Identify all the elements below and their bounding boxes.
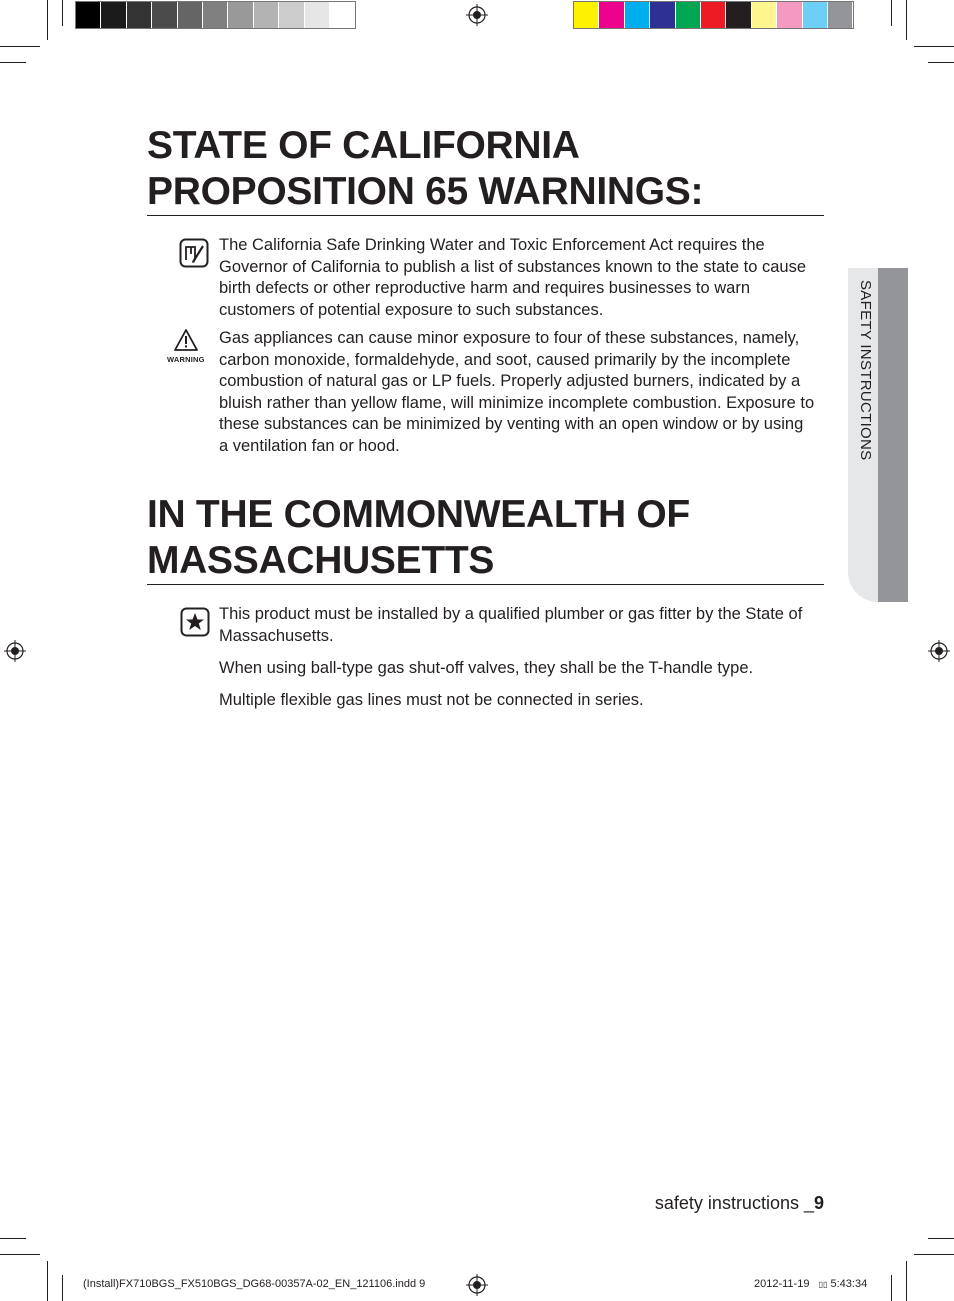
color-swatch [625,2,650,28]
slug-time-glyph: ▯▯ [818,1280,828,1289]
color-swatch-bar [573,1,854,29]
crop-mark [62,0,63,26]
color-swatch [76,2,101,28]
registration-mark-icon [466,1274,488,1296]
crop-mark [47,1261,48,1301]
color-swatch [178,2,203,28]
color-swatch [803,2,828,28]
title-line: PROPOSITION 65 WARNINGS: [147,170,704,213]
page-title-massachusetts [147,492,824,585]
crop-mark [914,46,954,47]
color-swatch [305,2,330,28]
color-swatch [203,2,228,28]
registration-mark-icon [4,640,26,662]
note-icon [179,238,209,268]
color-swatch [228,2,253,28]
side-tab-label: SAFETY INSTRUCTIONS [857,280,874,461]
page-footer [655,1193,824,1214]
crop-mark [891,0,892,26]
color-swatch [701,2,726,28]
color-swatch [676,2,701,28]
crop-mark [928,62,954,63]
star-icon [180,607,210,637]
color-swatch [279,2,304,28]
page-title-california [147,123,824,216]
registration-mark-icon [466,4,488,26]
crop-mark [928,1238,954,1239]
massachusetts-paragraph: This product must be installed by a qualified plumber or gas fitter by the State of Massachusetts. [219,605,803,645]
color-swatch [574,2,599,28]
crop-mark [906,1261,907,1301]
note-paragraph: The California Safe Drinking Water and Toxic Enforcement Act requires the Governor of California to publish a list of substances known to the state to cause birth defects or other reproductive harm and requires businesses to warn customers of potential exposure to such substances. [219,236,806,319]
crop-mark [0,46,40,47]
crop-mark [914,1254,954,1255]
footer-section-label: safety instructions _ [654,1193,814,1213]
color-swatch [752,2,777,28]
warning-icon [174,328,198,352]
crop-mark [62,1275,63,1301]
color-swatch [828,2,853,28]
color-swatch [650,2,675,28]
side-tab-accent [878,268,908,602]
warning-paragraph: Gas appliances can cause minor exposure to four of these substances, namely, carbon monoxide, formaldehyde, and soot, caused primarily by the incomplete combustion of natural gas or LP fuels. Properly adjusted burners, indicated by a bluish rather than yellow flame, will minimize incomplete combustion. Exposure to these substances can be minimized by venting with an open window or by using a ventilation fan or hood. [219,329,815,455]
grayscale-swatch-bar [75,1,356,29]
slug-date-value: 2012-11-19 [754,1278,810,1290]
crop-mark [906,0,907,40]
warning-label: WARNING [167,355,205,364]
color-swatch [152,2,177,28]
crop-mark [0,1254,40,1255]
slug-time-value: 5:43:34 [830,1278,868,1290]
slug-filename: (Install)FX710BGS_FX510BGS_DG68-00357A-02_EN_121106.indd 9 [83,1278,426,1290]
color-swatch [777,2,802,28]
title-line: MASSACHUSETTS [147,539,495,582]
crop-mark [0,1238,26,1239]
crop-mark [891,1275,892,1301]
title-line: STATE OF CALIFORNIA [147,124,580,167]
massachusetts-paragraph: When using ball-type gas shut-off valves, they shall be the T-handle type. [219,659,754,677]
page-number: 9 [813,1193,824,1213]
color-swatch [330,2,355,28]
crop-mark [47,0,48,40]
massachusetts-paragraph: Multiple flexible gas lines must not be connected in series. [219,691,644,709]
slug-date [754,1278,867,1290]
registration-mark-icon [928,640,950,662]
color-swatch [254,2,279,28]
color-swatch [127,2,152,28]
crop-mark [0,62,26,63]
color-swatch [101,2,126,28]
color-swatch [726,2,751,28]
title-line: IN THE COMMONWEALTH OF [147,493,690,536]
color-swatch [599,2,624,28]
